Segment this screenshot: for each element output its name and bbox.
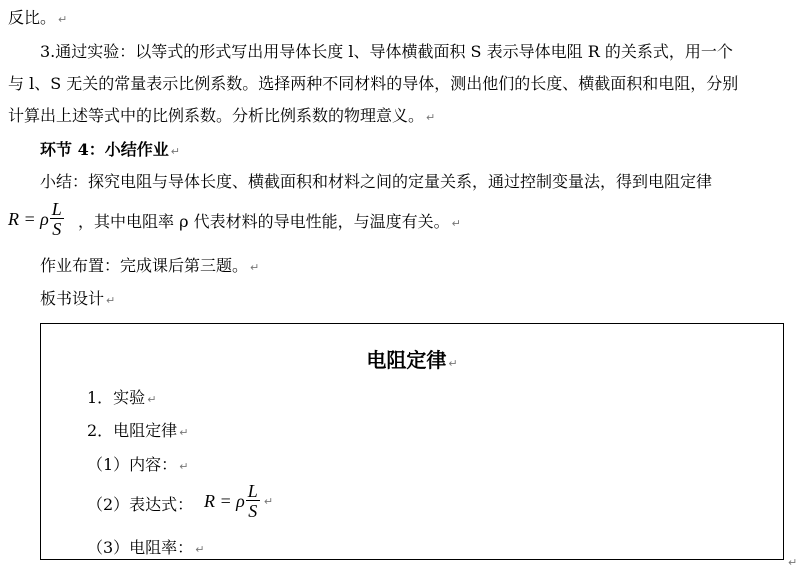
paragraph-mark: ↵ — [263, 495, 274, 508]
para3-line1: 3.通过实验：以等式的形式写出用导体长度 l、导体横截面积 S 表示导体电阻 R 的关系式，用一个 — [40, 42, 733, 61]
paragraph-mark: ↵ — [147, 393, 157, 406]
formula-eq: = ρ — [19, 209, 49, 229]
section-heading: 环节 4：小结作业 ↵ — [40, 140, 180, 159]
board-formula — [204, 482, 273, 521]
paragraph-mark: ↵ — [179, 460, 189, 473]
paragraph-mark: ↵ — [448, 357, 458, 370]
formula-denominator: S — [248, 501, 258, 521]
paragraph-mark: ↵ — [170, 145, 180, 158]
homework-line: 作业布置：完成课后第三题。 ↵ — [40, 256, 260, 275]
paragraph-mark: ↵ — [426, 111, 436, 124]
paragraph-mark: ↵ — [179, 426, 189, 439]
formula-numerator: L — [51, 199, 62, 219]
formula-lhs: R — [204, 491, 215, 511]
formula-fraction — [50, 200, 64, 239]
board-sub-expression: （2）表达式： — [87, 495, 194, 514]
summary-line1: 小结：探究电阻与导体长度、横截面积和材料之间的定量关系，通过控制变量法，得到电阻定律 — [40, 172, 713, 191]
paragraph-mark: ↵ — [788, 556, 798, 569]
board-design-label: 板书设计 ↵ — [40, 289, 116, 308]
paragraph-mark: ↵ — [250, 261, 260, 274]
paragraph-mark: ↵ — [106, 294, 116, 307]
para3-line3: 计算出上述等式中的比例系数。分析比例系数的物理意义。 ↵ — [8, 106, 436, 125]
formula-eq: = ρ — [215, 491, 245, 511]
summary-line2: ，其中电阻率 ρ 代表材料的导电性能，与温度有关。 ↵ — [78, 212, 461, 231]
formula-denominator: S — [52, 219, 62, 239]
paragraph-end: 反比。 ↵ — [8, 8, 68, 27]
board-title: 电阻定律 ↵ — [366, 348, 458, 372]
paragraph-mark: ↵ — [195, 543, 205, 556]
formula-lhs: R — [8, 209, 19, 229]
formula-fraction — [246, 482, 260, 521]
resistance-formula — [8, 200, 64, 239]
board-item-law: 2．电阻定律 ↵ — [87, 421, 189, 440]
paragraph-mark: ↵ — [58, 13, 68, 26]
formula-numerator: L — [247, 481, 258, 501]
board-sub-resistivity: （3）电阻率： ↵ — [87, 538, 205, 557]
board-item-experiment: 1．实验 ↵ — [87, 388, 157, 407]
paragraph-mark: ↵ — [451, 217, 461, 230]
board-sub-content: （1）内容： ↵ — [87, 455, 189, 474]
para3-line2: 与 l、S 无关的常量表示比例系数。选择两种不同材料的导体，测出他们的长度、横截面积和电阻，分别 — [8, 74, 739, 93]
blackboard-design-box — [40, 323, 784, 560]
